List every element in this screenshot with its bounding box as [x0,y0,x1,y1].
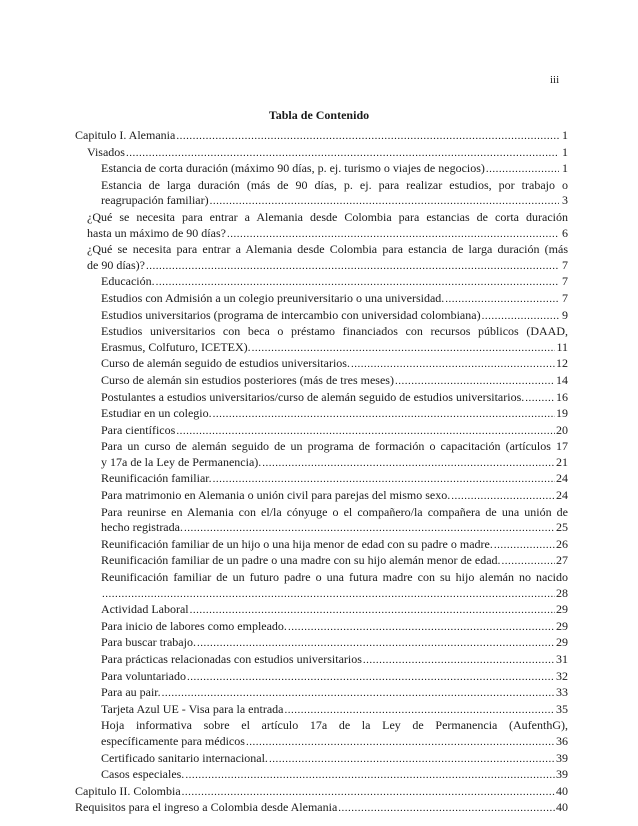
toc-page-number: 6 [562,225,568,240]
dot-leader [451,489,555,505]
toc-entry[interactable] [75,145,568,162]
toc-page-number: 40 [556,783,568,798]
toc-page-number: 36 [556,733,568,748]
dot-leader [126,146,559,162]
dot-leader [176,424,555,440]
toc-page-number: 19 [556,406,568,421]
toc-page-number: 29 [556,635,568,650]
toc-page-number: 39 [556,767,568,782]
dot-leader [482,309,559,325]
toc-entry-text: Reunificación familiar de un hijo o una hija menor de edad con su padre o madre. [101,536,493,551]
toc-entry[interactable] [75,635,568,652]
toc-entry[interactable] [75,274,568,291]
toc-entry-text-line: Estudios universitarios con beca o préstamo financiados con recursos públicos (DAAD, [101,324,568,339]
toc-entry-text: Tarjeta Azul UE - Visa para la entrada [101,701,284,716]
toc-entry-text-line: Hoja informativa sobre el artículo 17a de la Ley de Permanencia (AufenthG), [101,718,568,733]
dot-leader [146,259,559,275]
dot-leader [252,341,556,357]
toc-page-number: 29 [556,618,568,633]
toc-page-number: 16 [556,389,568,404]
toc-page-number: 39 [556,750,568,765]
toc-page-number: 7 [562,257,568,272]
toc-page-number: 28 [556,585,568,600]
toc-entry[interactable] [75,390,568,407]
toc-page-number: 20 [556,422,568,437]
toc-entry-text-line: Estancia de larga duración (más de 90 días, p. ej. para realizar estudios, por trabajo o [101,177,568,192]
toc-entry-text-line: ¿Qué se necesita para entrar a Alemania desde Colombia para estancias de corta duración [87,209,568,224]
dot-leader [338,801,555,817]
toc-entry-text: Postulantes a estudios universitarios/curso de alemán seguido de estudios universitarios. [101,389,525,404]
toc-entry-text-line: Reunificación familiar de un futuro padre o una futura madre con su hijo alemán no nacido [101,570,568,585]
toc-entry[interactable] [75,784,568,801]
toc-entry-text-line: Para un curso de alemán seguido de un programa de formación o capacitación (artículos 17 [101,439,568,454]
toc-page-number: 24 [556,488,568,503]
toc-entry-text-line: ¿Qué se necesita para entrar a Alemania desde Colombia para estancia de larga duración (más [87,242,568,257]
toc-entry[interactable] [75,505,568,537]
dot-leader [227,227,559,243]
toc-entry-text: reagrupación familiar) [101,193,209,208]
toc-entry-text: hecho registrada. [101,520,183,535]
dot-leader [284,703,555,719]
table-of-contents [75,128,568,817]
dot-leader [213,407,555,423]
toc-entry-text: Capitulo II. Colombia [75,783,181,798]
toc-page-number: 35 [556,701,568,716]
dot-leader [162,686,555,702]
toc-page-number: 40 [556,800,568,815]
toc-entry[interactable] [75,128,568,145]
toc-entry-text: Casos especiales. [101,767,185,782]
dot-leader [525,391,555,407]
toc-entry[interactable] [75,800,568,817]
toc-entry-text-line: Para reunirse en Alemania con el/la cónyuge o el compañero/la compañera de una unión de [101,504,568,519]
toc-page-number: 29 [556,602,568,617]
toc-entry-text: Para inicio de labores como empleado. [101,618,287,633]
toc-entry[interactable] [75,685,568,702]
dot-leader [502,554,555,570]
toc-entry-text: Para científicos [101,422,176,437]
toc-page-number: 1 [562,128,568,142]
toc-page-number: 3 [562,193,568,208]
dot-leader [288,620,555,636]
toc-page-number: 25 [556,520,568,535]
dot-leader [363,653,555,669]
toc-page-number: 12 [556,356,568,371]
toc-entry-text: Para matrimonio en Alemania o unión civil para parejas del mismo sexo. [101,488,451,503]
toc-page-number: 7 [562,274,568,289]
toc-entry-text: Para au pair. [101,685,161,700]
toc-title: Tabla de Contenido [268,108,370,122]
dot-leader [213,472,555,488]
toc-entry[interactable] [75,178,568,210]
toc-entry-text: Curso de alemán sin estudios posteriores (más de tres meses) [101,372,394,387]
toc-entry[interactable] [75,602,568,619]
toc-entry-text: Visados [87,144,125,159]
toc-entry-text: Curso de alemán seguido de estudios universitarios. [101,356,350,371]
dot-leader [187,670,555,686]
toc-entry[interactable] [75,308,568,325]
toc-entry-text: Reunificación familiar de un padre o una madre con su hijo alemán menor de edad. [101,553,501,568]
toc-entry[interactable] [75,652,568,669]
dot-leader [182,785,555,801]
page-number: iii [550,74,560,86]
dot-leader [246,735,555,751]
toc-entry-text: Estancia de corta duración (máximo 90 días, p. ej. turismo o viajes de negocios) [101,161,485,176]
toc-entry[interactable] [75,291,568,308]
toc-page-number: 14 [556,372,568,387]
toc-entry-text: de 90 días)? [87,257,145,272]
dot-leader [395,374,555,390]
dot-leader [210,194,559,210]
toc-entry[interactable] [75,324,568,356]
toc-entry-text: Estudios universitarios (programa de intercambio con universidad colombiana) [101,307,481,322]
toc-entry-text: Reunificación familiar. [101,471,212,486]
toc-page-number: 32 [556,668,568,683]
dot-leader [494,538,555,554]
toc-page-number: 27 [556,553,568,568]
toc-entry[interactable] [75,669,568,686]
dot-leader [269,752,555,768]
toc-entry-text: Para buscar trabajo. [101,635,196,650]
toc-entry[interactable] [75,439,568,471]
toc-page-number: 21 [556,454,568,469]
toc-page-number: 1 [562,161,568,176]
toc-entry-text: Educación. [101,274,155,289]
dot-leader [197,636,555,652]
toc-entry[interactable] [75,406,568,423]
toc-entry-text: y 17a de la Ley de Permanencia). [101,454,262,469]
toc-entry-text: Para prácticas relacionadas con estudios universitarios [101,652,362,666]
toc-entry[interactable] [75,718,568,750]
toc-page-number: 24 [556,471,568,486]
toc-entry-text: Certificado sanitario internacional. [101,750,268,765]
toc-entry[interactable] [75,553,568,570]
dot-leader [102,587,555,603]
toc-page-number: 31 [556,652,568,666]
toc-page-number: 9 [562,307,568,322]
toc-entry[interactable] [75,488,568,505]
dot-leader [190,603,555,619]
toc-entry[interactable] [75,423,568,440]
toc-entry-text: Erasmus, Colfuturo, ICETEX). [101,339,251,354]
toc-entry-text: Estudios con Admisión a un colegio preuniversitario o una universidad. [101,290,445,305]
toc-page-number: 11 [556,339,568,354]
toc-entry[interactable] [75,702,568,719]
toc-page-number: 7 [562,290,568,305]
toc-page-number: 26 [556,536,568,551]
dot-leader [486,162,559,178]
toc-entry[interactable] [75,471,568,488]
toc-entry[interactable] [75,751,568,768]
toc-entry[interactable] [75,619,568,636]
dot-leader [156,275,559,291]
toc-entry-text: hasta un máximo de 90 días? [87,225,226,240]
toc-entry-text: Capitulo I. Alemania [75,128,176,142]
toc-entry-text: Estudiar en un colegio. [101,406,212,421]
toc-page-number: 33 [556,685,568,700]
dot-leader [185,768,555,784]
toc-entry[interactable] [75,356,568,373]
toc-page-number: 1 [562,144,568,159]
dot-leader [351,357,555,373]
toc-entry-text: Requisitos para el ingreso a Colombia desde Alemania [75,800,338,815]
dot-leader [262,456,555,472]
dot-leader [445,292,559,308]
toc-entry[interactable] [75,242,568,274]
toc-entry-text: específicamente para médicos [101,733,245,748]
toc-entry[interactable] [75,767,568,784]
toc-entry[interactable] [75,373,568,390]
toc-entry[interactable] [75,570,568,602]
toc-entry-text: Actividad Laboral [101,602,189,617]
toc-entry-text: Para voluntariado [101,668,186,683]
toc-entry[interactable] [75,210,568,242]
dot-leader [184,521,555,537]
toc-entry[interactable] [75,161,568,178]
dot-leader [176,129,559,145]
toc-entry[interactable] [75,537,568,554]
